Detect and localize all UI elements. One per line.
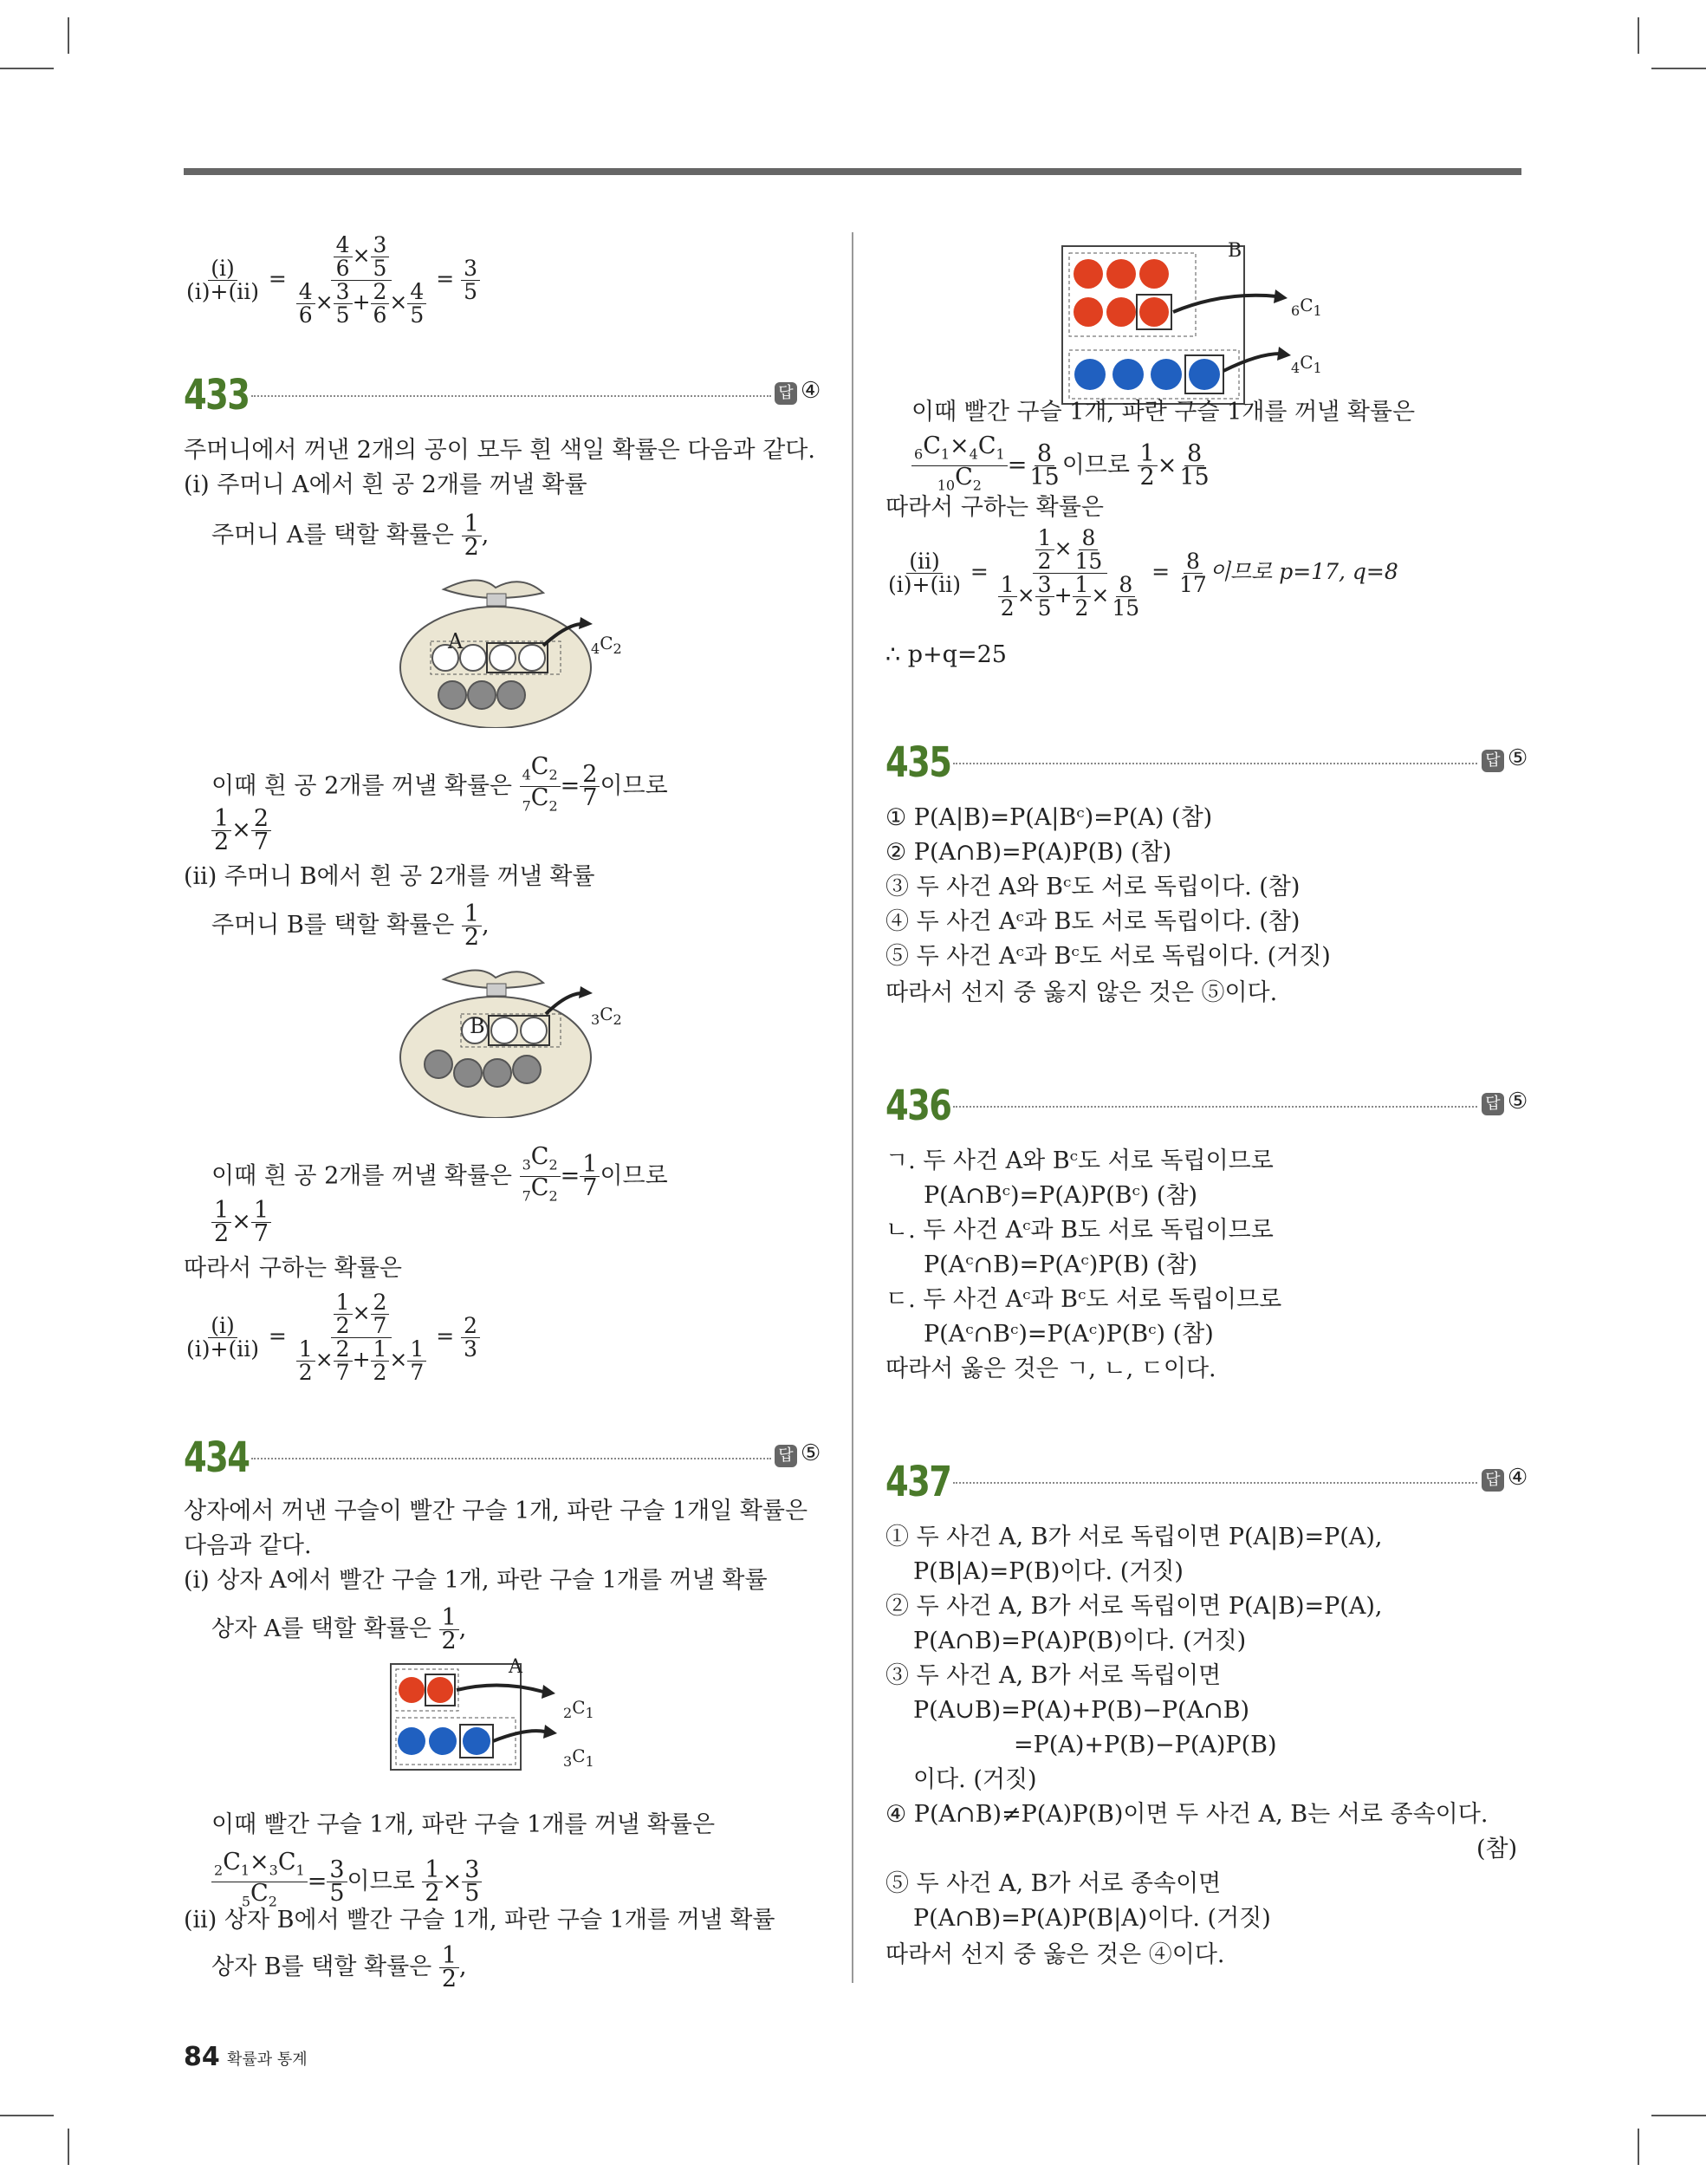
leader-dots <box>251 395 771 397</box>
answer-badge: 답 ⑤ <box>1482 745 1528 772</box>
comb-label: $_2C_1$ <box>563 1697 594 1721</box>
crop-mark <box>1651 68 1706 69</box>
bag-label: B <box>470 1014 485 1038</box>
text-line: 이때 흰 공 2개를 꺼낼 확률은 $\frac{_3C_2}{_7C_2}$ = $\frac{1}{7}$ 이므로 <box>211 1143 668 1205</box>
math-line: $\frac{_2C_1\times_3C_1}{_5C_2}$ = $\frac{3}{5}$ 이므로 $\frac{1}{2}$ × $\frac{3}{5}$ <box>211 1851 482 1914</box>
text-line: (참) <box>1476 1836 1518 1862</box>
problem-number: 434 <box>184 1433 250 1482</box>
leader-dots <box>251 1458 771 1459</box>
header-rule <box>184 168 1521 175</box>
text-line: P(B|A)=P(B)이다. (거짓) <box>913 1558 1184 1585</box>
text-line: ③ 두 사건 A와 Bᶜ도 서로 독립이다. (참) <box>885 874 1301 900</box>
text-line: 주머니 B를 택할 확률은 $\frac{1}{2}$ , <box>211 900 490 951</box>
crop-mark <box>0 68 54 69</box>
text-line: ④ 두 사건 Aᶜ과 B도 서로 독립이다. (참) <box>885 908 1301 935</box>
text-line: ④ P(A∩B)≠P(A)P(B)이면 두 사건 A, B는 서로 종속이다. <box>885 1801 1489 1828</box>
text-line: ② 두 사건 A, B가 서로 독립이면 P(A|B)=P(A), <box>885 1593 1383 1620</box>
text-line: (ii) 상자 B에서 빨간 구슬 1개, 파란 구슬 1개를 꺼낼 확률 <box>184 1907 775 1934</box>
text-line: ① P(A|B)=P(A|Bᶜ)=P(A) (참) <box>885 804 1213 831</box>
text-line: 상자에서 꺼낸 구슬이 빨간 구슬 1개, 파란 구슬 1개일 확률은 <box>184 1498 808 1524</box>
crop-mark <box>1638 2129 1639 2165</box>
text-line: 이때 흰 공 2개를 꺼낼 확률은 $\frac{_4C_2}{_7C_2}$ = $\frac{2}{7}$ 이므로 <box>211 753 668 815</box>
text-line: (i) 상자 A에서 빨간 구슬 1개, 파란 구슬 1개를 꺼낼 확률 <box>184 1567 768 1594</box>
text-line: ② P(A∩B)=P(A)P(B) (참) <box>885 839 1172 866</box>
problem-header-435 <box>885 738 1528 790</box>
math-line: $\frac{(i)}{(i)+(ii)}$ = $\frac{1}{2}$ × $\frac{2}{7}$ $\frac{1}{2}$ × $\frac{2}{7}$ + $\frac{1}{2}$ × $\frac{1}{7}$ = $\frac{2}{3}$ <box>184 1291 480 1384</box>
crop-mark <box>0 2115 54 2116</box>
bag-label: A <box>448 629 464 653</box>
text-line: P(Aᶜ∩Bᶜ)=P(Aᶜ)P(Bᶜ) (참) <box>924 1321 1214 1348</box>
problem-header-433 <box>184 371 821 423</box>
crop-mark <box>1638 17 1639 54</box>
box-label: B <box>1228 240 1242 262</box>
text-line: P(Aᶜ∩B)=P(Aᶜ)P(B) (참) <box>924 1251 1198 1278</box>
text-line: 주머니 A를 택할 확률은 $\frac{1}{2}$ , <box>211 510 490 561</box>
text-line: 상자 A를 택할 확률은 $\frac{1}{2}$ , <box>211 1604 467 1654</box>
text-line: ㄷ. 두 사건 Aᶜ과 Bᶜ도 서로 독립이므로 <box>885 1286 1282 1313</box>
text-line: 이때 빨간 구슬 1개, 파란 구슬 1개를 꺼낼 확률은 <box>911 399 1416 426</box>
comb-label: $_3C_2$ <box>591 1004 622 1028</box>
bag-b-illustration <box>392 962 634 1118</box>
answer-icon: 답 <box>775 1445 797 1467</box>
text-line: P(A∩Bᶜ)=P(A)P(Bᶜ) (참) <box>924 1182 1198 1209</box>
text-line: 따라서 옳은 것은 ㄱ, ㄴ, ㄷ이다. <box>885 1355 1216 1382</box>
intro-fraction: $\frac{(i)}{(i)+(ii)}$ = $\frac{4}{6}$ × $\frac{3}{5}$ $\frac{4}{6}$ × $\frac{3}{5}$ + $\frac{2}{6}$ × $\frac{4}{5}$ = $\frac{3}{5}$ <box>184 234 480 327</box>
problem-header-437 <box>885 1458 1528 1510</box>
math-line: $\frac{_6C_1\times_4C_1}{_{10}C_2}$ = $\frac{8}{15}$ 이므로 $\frac{1}{2}$ × $\frac{8}{15}$ <box>911 435 1212 497</box>
answer-icon: 답 <box>1482 750 1504 772</box>
comb-label: $_6C_1$ <box>1291 295 1322 319</box>
text-line: 따라서 선지 중 옳지 않은 것은 ⑤이다. <box>885 979 1278 1006</box>
text-line: ㄴ. 두 사건 Aᶜ과 B도 서로 독립이므로 <box>885 1217 1274 1244</box>
leader-dots <box>953 1106 1477 1108</box>
math-line: $\frac{(ii)}{(i)+(ii)}$ = $\frac{1}{2}$ × $\frac{8}{15}$ $\frac{1}{2}$ × $\frac{3}{5}$ + $\frac{1}{2}$ × $\frac{8}{15}$ = $\frac{8}{17}$ 이므로 p=17, q=8 <box>888 525 1398 621</box>
text-line: 상자 B를 택할 확률은 $\frac{1}{2}$ , <box>211 1942 467 1992</box>
text-line: (i) 주머니 A에서 흰 공 2개를 꺼낼 확률 <box>184 471 587 498</box>
problem-number: 436 <box>885 1082 951 1130</box>
text-line: P(A∩B)=P(A)P(B)이다. (거짓) <box>913 1628 1247 1654</box>
text-line: (ii) 주머니 B에서 흰 공 2개를 꺼낼 확률 <box>184 863 595 890</box>
column-divider <box>852 232 853 1983</box>
text-line: =P(A)+P(B)−P(A)P(B) <box>1014 1732 1277 1758</box>
math-line: $\frac{1}{2}$ × $\frac{1}{7}$ <box>211 1199 271 1245</box>
crop-mark <box>68 17 69 54</box>
comb-label: $_4C_2$ <box>591 633 622 657</box>
problem-header-436 <box>885 1082 1528 1134</box>
answer-badge: 답 ⑤ <box>775 1440 821 1467</box>
answer-icon: 답 <box>775 382 797 405</box>
text-line: P(A∪B)=P(A)+P(B)−P(A∩B) <box>913 1697 1250 1724</box>
math-line: $\frac{1}{2}$ × $\frac{2}{7}$ <box>211 808 271 854</box>
problem-number: 433 <box>184 371 250 419</box>
text-line: ③ 두 사건 A, B가 서로 독립이면 <box>885 1662 1222 1689</box>
text-line: 이다. (거짓) <box>913 1766 1037 1793</box>
problem-number: 435 <box>885 738 951 787</box>
comb-label: $_3C_1$ <box>563 1745 594 1770</box>
comb-label: $_4C_1$ <box>1291 352 1322 376</box>
leader-dots <box>953 763 1477 764</box>
text-line: 주머니에서 꺼낸 2개의 공이 모두 흰 색일 확률은 다음과 같다. <box>184 437 815 464</box>
answer-badge: 답 ⑤ <box>1482 1089 1528 1115</box>
box-label: A <box>509 1656 522 1678</box>
text-line: ㄱ. 두 사건 A와 Bᶜ도 서로 독립이므로 <box>885 1147 1274 1174</box>
text-line: ⑤ 두 사건 Aᶜ과 Bᶜ도 서로 독립이다. (거짓) <box>885 943 1331 970</box>
text-line: 따라서 구하는 확률은 <box>885 494 1104 521</box>
section-title: 확률과 통계 <box>227 2051 308 2069</box>
text-line: ⑤ 두 사건 A, B가 서로 종속이면 <box>885 1870 1222 1897</box>
text-line: ∴ p+q=25 <box>885 641 1007 668</box>
page-number: 84 <box>184 2042 220 2072</box>
problem-header-434 <box>184 1433 821 1485</box>
crop-mark <box>1651 2115 1706 2116</box>
leader-dots <box>953 1482 1477 1484</box>
box-b-illustration <box>1059 243 1327 407</box>
text-line: 따라서 구하는 확률은 <box>184 1255 402 1282</box>
answer-icon: 답 <box>1482 1469 1504 1492</box>
problem-number: 437 <box>885 1458 951 1506</box>
answer-badge: 답 ④ <box>1482 1465 1528 1492</box>
text-line: 이때 빨간 구슬 1개, 파란 구슬 1개를 꺼낼 확률은 <box>211 1811 716 1838</box>
text-line: 다음과 같다. <box>184 1532 312 1559</box>
answer-icon: 답 <box>1482 1093 1504 1115</box>
answer-badge: 답 ④ <box>775 378 821 405</box>
text-line: 따라서 선지 중 옳은 것은 ④이다. <box>885 1941 1225 1968</box>
crop-mark <box>68 2129 69 2165</box>
text-line: P(A∩B)=P(A)P(B|A)이다. (거짓) <box>913 1905 1271 1932</box>
text-line: ① 두 사건 A, B가 서로 독립이면 P(A|B)=P(A), <box>885 1524 1383 1550</box>
